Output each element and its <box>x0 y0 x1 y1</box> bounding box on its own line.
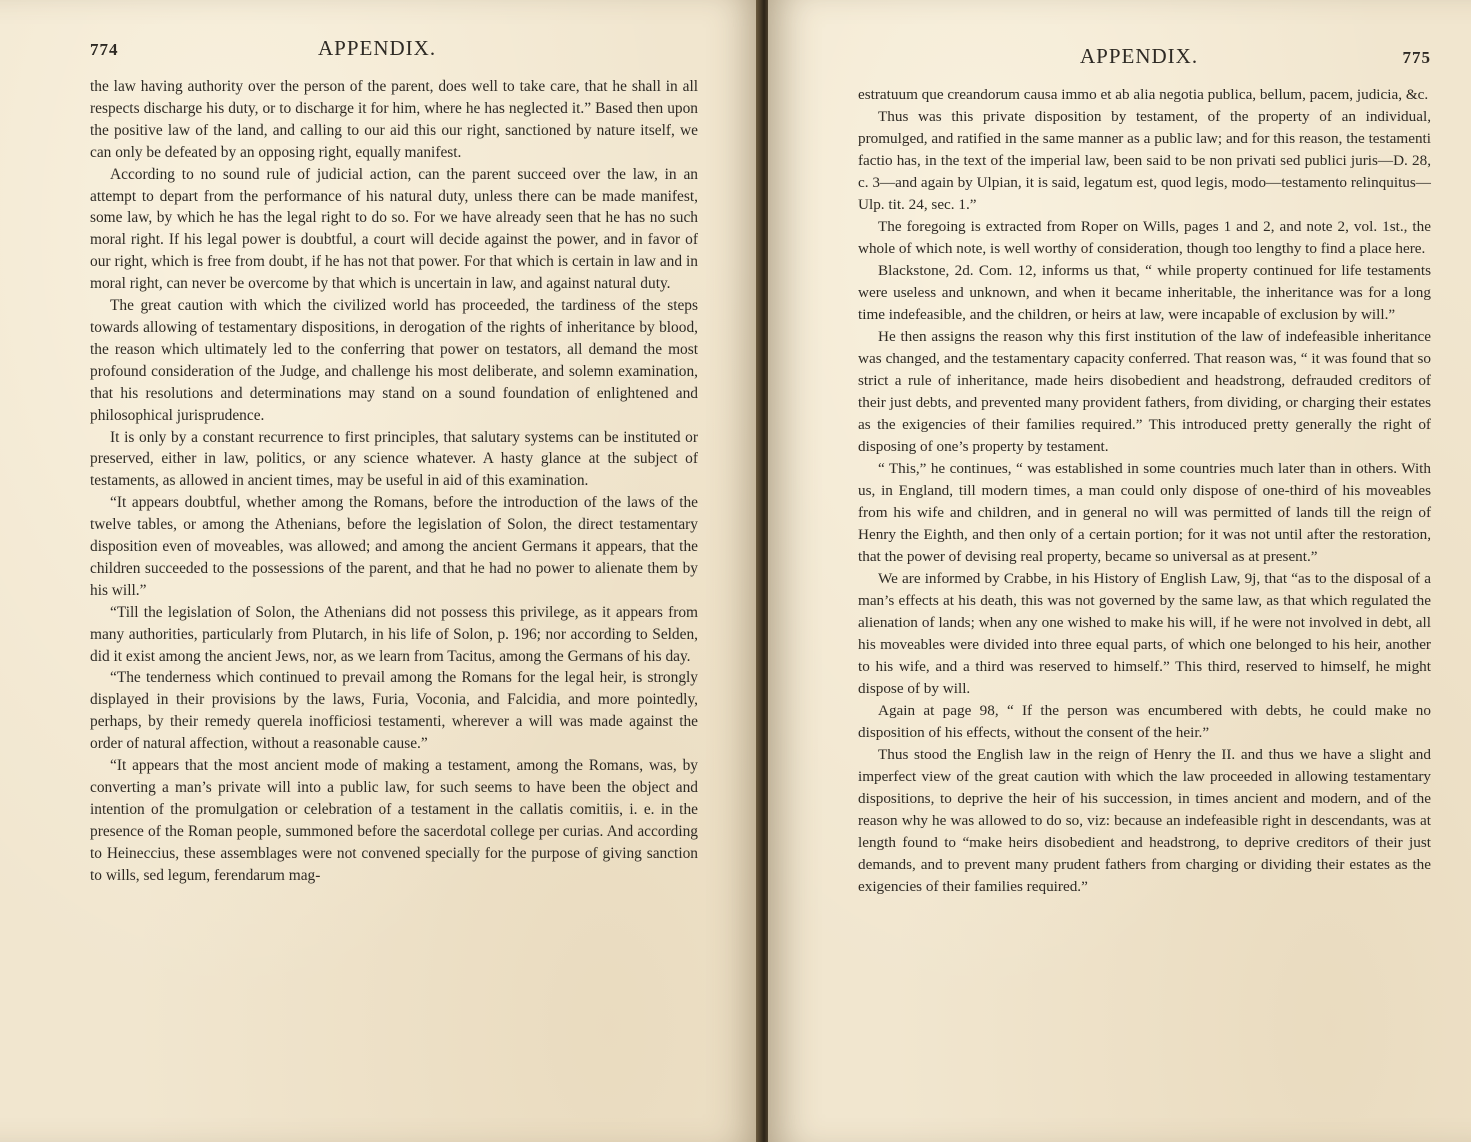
paragraph: the law having authority over the person of the parent, does well to take care, that he shall in all respects discharge his duty, or to discharge it for him, where he has neglected it.” Based then upon the positive law of the land, and calling to our aid this our right, sanctioned by nature itself, we can only be defeated by an opposing right, equally manifest. <box>90 78 698 161</box>
paragraph: “It appears that the most ancient mode of making a testament, among the Romans, was, by converting a man’s private will into a public law, for such seems to have been the object and intention of the promulgation or celebration of a testament in the callatis comitiis, i. e. in the presence of the Roman people, summoned before the sacerdotal college per curias. And according to Heineccius, these assemblages were not convened specially for the purpose of giving sanction to wills, sed legum, ferendarum mag- <box>90 757 698 884</box>
paragraph: “It appears doubtful, whether among the Romans, before the introduction of the laws of the twelve tables, or among the Athenians, before the legislation of Solon, the direct testamentary disposition even of moveables, was allowed; and among the ancient Germans it appears, that the children succeeded to the possessions of the parent, and that he had no power to alienate them by his will.” <box>90 494 698 599</box>
paragraph: estratuum que creandorum causa immo et ab alia negotia publica, bellum, pacem, judicia, &c. <box>858 86 1429 103</box>
page-number: 774 <box>90 40 119 59</box>
left-page-body <box>90 76 698 887</box>
paragraph: The foregoing is extracted from Roper on Wills, pages 1 and 2, and note 2, vol. 1st., the whole of which note, is well worthy of consideration, though too lengthy to find a place here. <box>858 218 1431 257</box>
right-page-header <box>858 44 1431 78</box>
right-page <box>768 0 1471 1142</box>
left-page-header <box>90 36 698 70</box>
right-page-body <box>858 84 1431 898</box>
paragraph: We are informed by Crabbe, in his History of English Law, 9j, that “as to the disposal of a man’s effects at his death, this was not governed by the same law, as that which regulated the alienation of lands; when any one wished to make his will, if he were not involved in debt, all his moveables were divided into three equal parts, of which one belonged to his heir, another to his wife, and a third was reserved to himself.” This third, reserved to himself, he might dispose of by will. <box>858 570 1431 697</box>
paragraph: He then assigns the reason why this first institution of the law of indefeasible inheritance was changed, and the testamentary capacity conferred. That reason was, “ it was found that so strict a rule of inheritance, made heirs disobedient and headstrong, defrauded creditors of their just debts, and prevented many provident fathers, from dividing, or charging their estates as the exigencies of their families required.” This introduced pretty generally the right of disposing of one’s property by testament. <box>858 328 1431 455</box>
running-head: APPENDIX. <box>318 36 437 60</box>
paragraph: It is only by a constant recurrence to first principles, that salutary systems can be instituted or preserved, either in law, politics, or any science whatever. A hasty glance at the subject of testaments, as allowed in ancient times, may be useful in aid of this examination. <box>90 428 698 490</box>
paragraph: Blackstone, 2d. Com. 12, informs us that, “ while property continued for life testaments were useless and unknown, and when it became inheritable, the inheritance was for a long time indefeasible, and the children, or heirs at law, were incapable of exclusion by will.” <box>858 262 1431 323</box>
paragraph: The great caution with which the civilized world has proceeded, the tardiness of the steps towards allowing of testamentary dispositions, in derogation of the rights of inheritance by blood, the reason which ultimately led to the conferring that power on testators, all demand the most profound consideration of the Judge, and challenge his most deliberate, and solemn examination, that his resolutions and determinations may stand on a sound foundation of enlightened and philosophical jurisprudence. <box>90 297 698 424</box>
paragraph: Again at page 98, “ If the person was encumbered with debts, he could make no disposition of his effects, without the consent of the heir.” <box>858 702 1431 741</box>
paragraph: According to no sound rule of judicial action, can the parent succeed over the law, in an attempt to depart from the performance of his natural duty, unless there can be made manifest, some law, by which he has the legal right to do so. For we have already seen that he has no such moral right. If his legal power is doubtful, a court will decide against the power, and in favor of our right, which is free from doubt, if he has not that power. For that which is certain in law and in moral right, can never be overcome by that which is uncertain in law, and against natural duty. <box>90 165 698 293</box>
paragraph: “The tenderness which continued to prevail among the Romans for the legal heir, is strongly displayed in their provisions by the laws, Furia, Voconia, and Falcidia, and more pointedly, perhaps, by their remedy querela inofficiosi testamenti, wherever a will was made against the order of natural affection, without a reasonable cause.” <box>90 669 698 753</box>
paragraph: Thus stood the English law in the reign of Henry the II. and thus we have a slight and imperfect view of the great caution with which the law proceeded in allowing testamentary dispositions, to deprive the heir of his succession, in times ancient and modern, and of the reason why he was allowed to do so, viz: because an indefeasible right in descendants, was at length found to “make heirs disobedient and headstrong, to deprive creditors of their just demands, and to prevent many prudent fathers from charging or dividing their estates as the exigencies of their families required.” <box>858 746 1431 895</box>
running-head: APPENDIX. <box>1080 44 1199 68</box>
paragraph: “ This,” he continues, “ was established in some countries much later than in others. With us, in England, till modern times, a man could only dispose of one-third of his moveables from his wife and children, and in general no will was permitted of lands till the reign of Henry the Eighth, and then only of a certain portion; for it was not until after the restoration, that the power of devising real property, became so universal as at present.” <box>858 460 1431 565</box>
page-number: 775 <box>1402 48 1431 67</box>
paragraph: Thus was this private disposition by testament, of the property of an individual, promulged, and ratified in the same manner as a public law; and for this reason, the testamenti factio has, in the text of the imperial law, been said to be non privati sed publici juris—D. 28, c. 3—and again by Ulpian, it is said, legatum est, quod legis, modo—testamento relinquitus—Ulp. tit. 24, sec. 1.” <box>858 108 1431 213</box>
paragraph: “Till the legislation of Solon, the Athenians did not possess this privilege, as it appears from many authorities, particularly from Plutarch, in his life of Solon, p. 196; nor according to Selden, did it exist among the ancient Jews, nor, as we learn from Tacitus, among the Germans of his day. <box>90 603 698 665</box>
